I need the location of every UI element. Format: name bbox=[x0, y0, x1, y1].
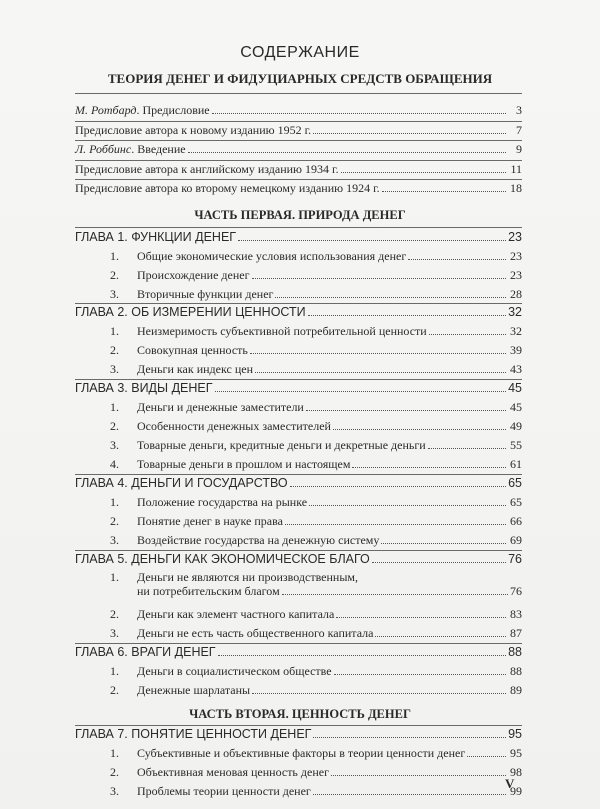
section-number: 2. bbox=[110, 343, 119, 357]
section-number: 1. bbox=[110, 746, 119, 760]
leader-dots bbox=[255, 371, 506, 373]
chapter-title: ГЛАВА 7. ПОНЯТИЕ ЦЕННОСТИ ДЕНЕГ bbox=[75, 727, 312, 741]
toc-entry-front[interactable] bbox=[75, 181, 522, 195]
page-number: 32 bbox=[510, 324, 522, 338]
page-number: 87 bbox=[510, 626, 522, 640]
section-number: 2. bbox=[110, 683, 119, 697]
entry-text: Предисловие автора ко второму немецкому изданию 1924 г. bbox=[75, 181, 380, 195]
leader-dots bbox=[252, 277, 507, 279]
page-folio: V bbox=[505, 776, 515, 791]
page-number: 88 bbox=[510, 664, 522, 678]
page-number: 69 bbox=[510, 533, 522, 547]
page-number: 39 bbox=[510, 343, 522, 357]
section-entry[interactable] bbox=[110, 495, 522, 509]
section-number: 2. bbox=[110, 268, 119, 282]
section-title: Товарные деньги, кредитные деньги и декретные деньги bbox=[137, 438, 426, 452]
section-title: Деньги и денежные заместители bbox=[137, 400, 304, 414]
section-title: Объективная меновая ценность денег bbox=[137, 765, 330, 779]
divider bbox=[75, 160, 522, 161]
section-entry[interactable] bbox=[110, 438, 522, 452]
page-number: 95 bbox=[510, 746, 522, 760]
chapter-title: ГЛАВА 5. ДЕНЬГИ КАК ЭКОНОМИЧЕСКОЕ БЛАГО bbox=[75, 552, 370, 566]
page-number: 28 bbox=[510, 287, 522, 301]
book-title: ТЕОРИЯ ДЕНЕГ И ФИДУЦИАРНЫХ СРЕДСТВ ОБРАЩЕНИЯ bbox=[107, 71, 493, 86]
page-number: 49 bbox=[510, 419, 522, 433]
leader-dots bbox=[467, 755, 506, 757]
section-number: 1. bbox=[110, 249, 119, 263]
section-title: Неизмеримость субъективной потребительной ценности bbox=[137, 324, 427, 338]
section-title: Субъективные и объективные факторы в теории ценности денег bbox=[137, 746, 466, 760]
section-entry[interactable] bbox=[110, 626, 522, 640]
chapter-title: ГЛАВА 1. ФУНКЦИИ ДЕНЕГ bbox=[75, 230, 237, 244]
divider bbox=[75, 725, 522, 726]
section-entry[interactable] bbox=[110, 400, 522, 414]
chapter-entry[interactable] bbox=[75, 305, 522, 319]
section-number: 3. bbox=[110, 287, 119, 301]
entry-text: Предисловие автора к английскому изданию 1934 г. bbox=[75, 162, 339, 176]
section-title: Проблемы теории ценности денег bbox=[137, 784, 311, 798]
page-number: 65 bbox=[510, 495, 522, 509]
leader-dots bbox=[334, 673, 506, 675]
leader-dots bbox=[381, 542, 506, 544]
section-title: Понятие денег в науке права bbox=[137, 514, 283, 528]
section-entry[interactable] bbox=[110, 419, 522, 433]
section-title: Деньги как индекс цен bbox=[137, 362, 254, 376]
section-title: Вторичные функции денег bbox=[137, 287, 274, 301]
section-entry[interactable] bbox=[110, 268, 522, 282]
page-number: 7 bbox=[516, 123, 522, 137]
leader-dots bbox=[341, 171, 506, 173]
section-entry[interactable] bbox=[110, 457, 522, 471]
page-number: 88 bbox=[508, 645, 522, 659]
leader-dots bbox=[285, 523, 506, 525]
leader-dots bbox=[290, 485, 506, 487]
section-entry[interactable] bbox=[110, 362, 522, 376]
leader-dots bbox=[331, 774, 506, 776]
divider bbox=[75, 643, 522, 644]
leader-dots bbox=[375, 635, 506, 637]
toc-entry-front[interactable] bbox=[75, 142, 522, 156]
entry-author: М. Ротбард bbox=[75, 103, 137, 117]
section-entry[interactable] bbox=[110, 287, 522, 301]
section-entry[interactable] bbox=[110, 533, 522, 547]
section-entry[interactable] bbox=[110, 514, 522, 528]
section-entry[interactable] bbox=[110, 746, 522, 760]
entry-text: . Введение bbox=[131, 142, 186, 156]
chapter-entry[interactable] bbox=[75, 230, 522, 244]
chapter-title: ГЛАВА 2. ОБ ИЗМЕРЕНИИ ЦЕННОСТИ bbox=[75, 305, 306, 319]
leader-dots bbox=[238, 239, 506, 241]
divider bbox=[75, 550, 522, 551]
page-number: 23 bbox=[510, 249, 522, 263]
section-number: 2. bbox=[110, 607, 119, 621]
chapter-title: ГЛАВА 4. ДЕНЬГИ И ГОСУДАРСТВО bbox=[75, 476, 288, 490]
section-entry[interactable] bbox=[110, 343, 522, 357]
section-title: Особенности денежных заместителей bbox=[137, 419, 331, 433]
leader-dots bbox=[333, 428, 506, 430]
chapter-title: ГЛАВА 6. ВРАГИ ДЕНЕГ bbox=[75, 645, 216, 659]
leader-dots bbox=[250, 352, 506, 354]
page-number: 89 bbox=[510, 683, 522, 697]
section-entry[interactable] bbox=[110, 607, 522, 621]
section-title: Происхождение денег bbox=[137, 268, 250, 282]
page-number: 23 bbox=[510, 268, 522, 282]
section-title: Воздействие государства на денежную систему bbox=[137, 533, 380, 547]
page-number: 55 bbox=[510, 438, 522, 452]
section-entry[interactable] bbox=[110, 324, 522, 338]
section-title: Деньги не являются ни производственным, bbox=[137, 570, 358, 584]
divider bbox=[75, 227, 522, 228]
page-number: 23 bbox=[508, 230, 522, 244]
page-number: 45 bbox=[510, 400, 522, 414]
leader-dots bbox=[336, 616, 506, 618]
section-title-continuation: ни потребительским благом bbox=[137, 584, 280, 598]
entry-text: . Предисловие bbox=[136, 103, 210, 117]
page-number: 45 bbox=[508, 381, 522, 395]
leader-dots bbox=[429, 333, 506, 335]
toc-entry-front[interactable] bbox=[75, 123, 522, 137]
chapter-entry[interactable] bbox=[75, 645, 522, 659]
page-number: 76 bbox=[510, 584, 522, 598]
page-title: СОДЕРЖАНИЕ bbox=[240, 44, 360, 61]
section-number: 3. bbox=[110, 626, 119, 640]
leader-dots bbox=[313, 736, 506, 738]
divider bbox=[75, 179, 522, 180]
page-number: 66 bbox=[510, 514, 522, 528]
leader-dots bbox=[308, 314, 506, 316]
section-title: Деньги как элемент частного капитала bbox=[137, 607, 335, 621]
chapter-title: ГЛАВА 3. ВИДЫ ДЕНЕГ bbox=[75, 381, 213, 395]
leader-dots bbox=[306, 409, 506, 411]
section-entry[interactable] bbox=[110, 683, 522, 697]
page-number: 61 bbox=[510, 457, 522, 471]
section-number: 3. bbox=[110, 438, 119, 452]
section-number: 1. bbox=[110, 570, 119, 584]
chapter-entry[interactable] bbox=[75, 476, 522, 490]
divider bbox=[75, 474, 522, 475]
section-number: 2. bbox=[110, 765, 119, 779]
toc-entry-front[interactable] bbox=[75, 162, 522, 176]
section-number: 1. bbox=[110, 664, 119, 678]
part-title: ЧАСТЬ ПЕРВАЯ. ПРИРОДА ДЕНЕГ bbox=[194, 208, 406, 222]
section-number: 3. bbox=[110, 362, 119, 376]
leader-dots bbox=[275, 296, 506, 298]
page-number: 9 bbox=[516, 142, 522, 156]
leader-dots bbox=[218, 654, 506, 656]
leader-dots bbox=[215, 390, 507, 392]
section-number: 4. bbox=[110, 457, 119, 471]
section-entry[interactable] bbox=[110, 664, 522, 678]
section-title: Положение государства на рынке bbox=[137, 495, 308, 509]
leader-dots bbox=[309, 504, 506, 506]
leader-dots bbox=[188, 151, 506, 153]
leader-dots bbox=[352, 466, 506, 468]
leader-dots bbox=[212, 112, 506, 114]
leader-dots bbox=[313, 132, 506, 134]
divider bbox=[75, 379, 522, 380]
page-number: 43 bbox=[510, 362, 522, 376]
section-number: 3. bbox=[110, 533, 119, 547]
divider bbox=[75, 303, 522, 304]
part-title: ЧАСТЬ ВТОРАЯ. ЦЕННОСТЬ ДЕНЕГ bbox=[189, 707, 411, 721]
section-entry[interactable] bbox=[110, 765, 522, 779]
chapter-entry[interactable] bbox=[75, 727, 522, 741]
section-title: Деньги в социалистическом обществе bbox=[137, 664, 332, 678]
page-number: 83 bbox=[510, 607, 522, 621]
entry-text: Предисловие автора к новому изданию 1952 г. bbox=[75, 123, 312, 137]
section-number: 1. bbox=[110, 324, 119, 338]
section-title: Деньги не есть часть общественного капитала bbox=[137, 626, 374, 640]
divider bbox=[75, 140, 522, 141]
page-number: 95 bbox=[508, 727, 522, 741]
leader-dots bbox=[428, 447, 506, 449]
section-entry[interactable] bbox=[110, 570, 522, 598]
section-number: 2. bbox=[110, 419, 119, 433]
entry-author: Л. Роббинс bbox=[75, 142, 132, 156]
toc-entry-front[interactable] bbox=[75, 103, 522, 117]
leader-dots bbox=[382, 190, 506, 192]
leader-dots bbox=[282, 593, 508, 595]
section-entry[interactable] bbox=[110, 249, 522, 263]
section-title: Денежные шарлатаны bbox=[137, 683, 251, 697]
divider bbox=[75, 93, 522, 94]
page-number: 65 bbox=[508, 476, 522, 490]
section-title: Общие экономические условия использования денег bbox=[137, 249, 407, 263]
section-number: 1. bbox=[110, 400, 119, 414]
leader-dots bbox=[313, 793, 506, 795]
section-number: 3. bbox=[110, 784, 119, 798]
chapter-entry[interactable] bbox=[75, 552, 522, 566]
page-number: 32 bbox=[508, 305, 522, 319]
page-number: 76 bbox=[508, 552, 522, 566]
leader-dots bbox=[252, 692, 506, 694]
section-number: 1. bbox=[110, 495, 119, 509]
page-number: 18 bbox=[510, 181, 522, 195]
section-entry[interactable] bbox=[110, 784, 522, 798]
page-number: 98 bbox=[510, 765, 522, 779]
section-number: 2. bbox=[110, 514, 119, 528]
page-number: 3 bbox=[516, 103, 522, 117]
chapter-entry[interactable] bbox=[75, 381, 522, 395]
divider bbox=[75, 121, 522, 122]
leader-dots bbox=[372, 561, 506, 563]
section-title: Товарные деньги в прошлом и настоящем bbox=[137, 457, 351, 471]
leader-dots bbox=[408, 258, 506, 260]
section-title: Совокупная ценность bbox=[137, 343, 248, 357]
page-number: 11 bbox=[510, 162, 522, 176]
page-number: 99 bbox=[510, 784, 522, 798]
